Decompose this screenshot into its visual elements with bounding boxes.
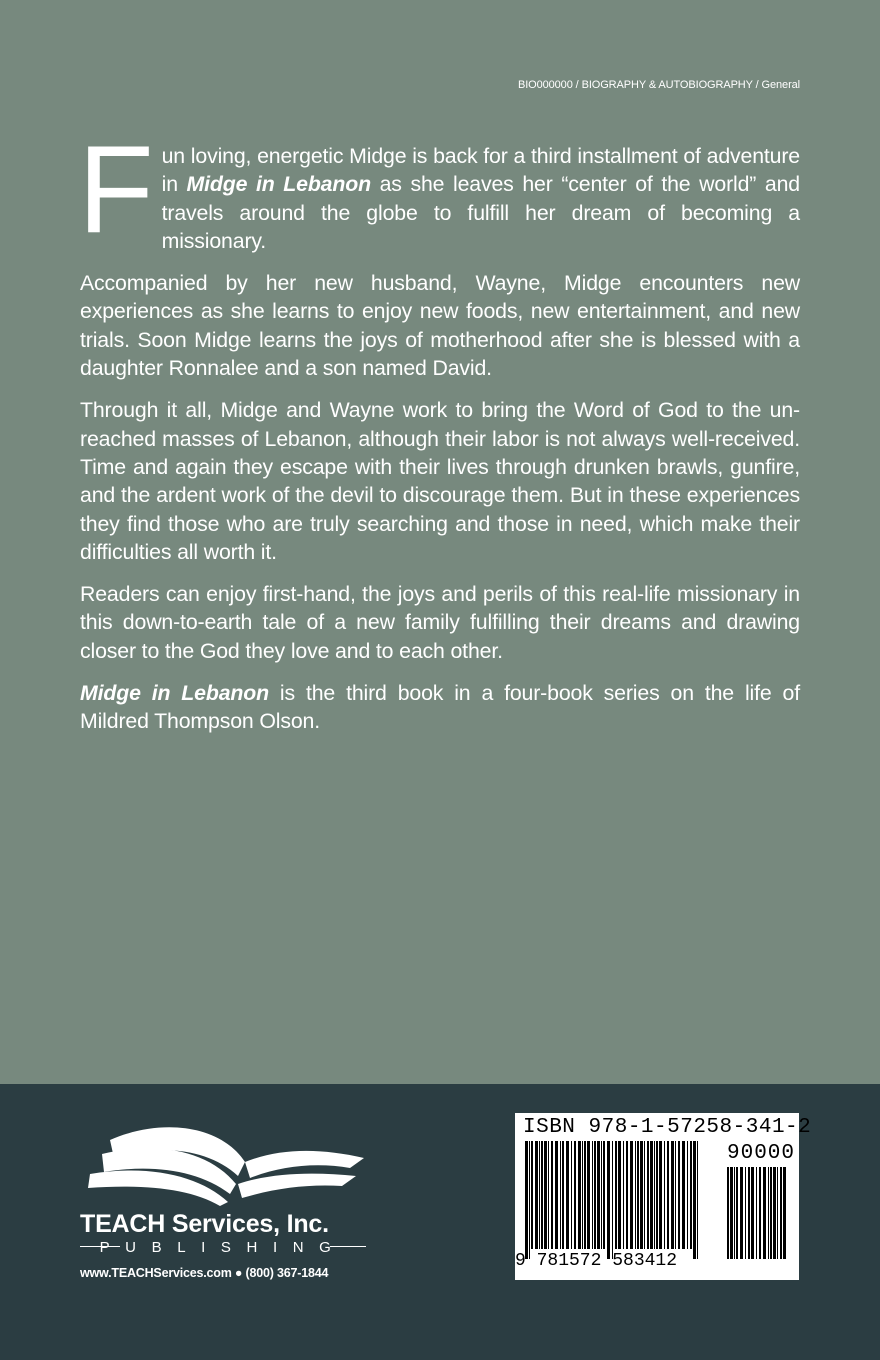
- book-title-inline: Midge in Lebanon: [80, 681, 269, 706]
- blurb-paragraph-2: Accompanied by her new husband, Wayne, Midge encounters new experiences as she learns to enjoy new foods, new entertainment, and new trials. Soon Midge learns the joys of motherhood after she is blessed with a daughter Ronnalee and a son named David.: [80, 271, 800, 381]
- blurb-p1-text-b: as she leaves her “center of the world” and travels around the globe to fulfill her dream of becoming a missionary.: [161, 172, 800, 253]
- isbn-label: ISBN 978-1-57258-341-2: [523, 1116, 812, 1139]
- book-blurb: [78, 121, 800, 750]
- blurb-paragraph-1: [78, 121, 800, 259]
- publisher-name: TEACH Services, Inc.: [80, 1210, 329, 1238]
- blurb-paragraph-3: Through it all, Midge and Wayne work to bring the Word of God to the un-reached masses of Lebanon, although their labor is not always well-received. Time and again they escape with their lives through drunken brawls, gunfire, and the ardent work of the devil to discourage them. But in these experiences they find those who are truly searching and those in need, which make their difficulties all worth it.: [80, 398, 800, 564]
- isbn-barcode: [515, 1113, 812, 1280]
- ean13-bars: [525, 1141, 721, 1259]
- blurb-p5-text: is the third book in a four-book series on the life of Mildred Thompson Olson.: [80, 681, 800, 734]
- blurb-paragraph-5: [80, 679, 800, 736]
- publisher-logo: [80, 1118, 370, 1288]
- open-book-icon: [80, 1118, 370, 1210]
- publisher-contact: www.TEACHServices.com ● (800) 367-1844: [80, 1266, 329, 1280]
- blurb-p1-text-a: un loving, energetic Midge is back for a third installment of adventure in: [161, 144, 800, 197]
- price-code: 90000: [727, 1142, 796, 1165]
- blurb-paragraph-4: Readers can enjoy first-hand, the joys and perils of this real-life missionary in this down-to-earth tale of a new family fulfilling their dreams and drawing closer to the God they love and to each other.: [80, 582, 800, 663]
- drop-cap: F: [78, 121, 154, 259]
- ean-digits: 9 781572 583412: [515, 1251, 678, 1271]
- book-title-inline: Midge in Lebanon: [186, 172, 371, 197]
- bisac-category: BIO000000 / BIOGRAPHY & AUTOBIOGRAPHY / General: [517, 79, 800, 91]
- publisher-subline: PUBLISHING: [99, 1239, 347, 1256]
- addon-bars: [727, 1167, 791, 1269]
